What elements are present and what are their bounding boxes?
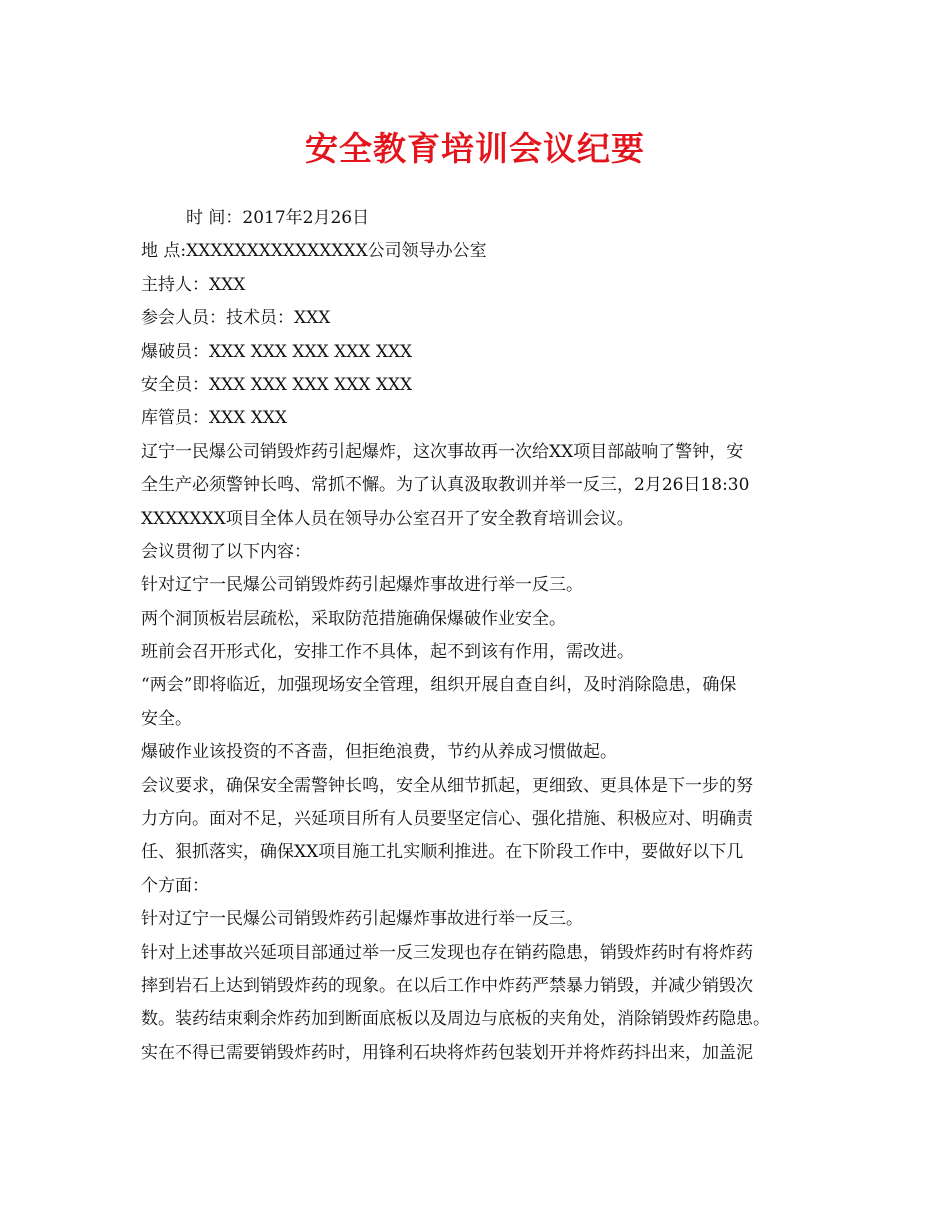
body-text-line: 班前会召开形式化，安排工作不具体，起不到该有作用，需改进。 [141, 642, 634, 663]
body-text-line: 个方面： [141, 875, 209, 896]
body-text-line: XXXXXXX项目全体人员在领导办公室召开了安全教育培训会议。 [141, 508, 634, 529]
body-text-line: 两个洞顶板岩层疏松，采取防范措施确保爆破作业安全。 [141, 608, 566, 629]
attendees-technician: 参会人员：技术员：XXX [141, 308, 331, 329]
attendees-blasters: 爆破员：XXX XXX XXX XXX XXX [141, 341, 413, 362]
body-text-line: 摔到岩石上达到销毁炸药的现象。在以后工作中炸药严禁暴力销毁，并减少销毁次 [141, 975, 753, 996]
attendees-safety: 安全员：XXX XXX XXX XXX XXX [141, 374, 413, 395]
body-text-line: 任、狠抓落实，确保XX项目施工扎实顺利推进。在下阶段工作中，要做好以下几 [141, 842, 744, 863]
meeting-time: 时 间：2017年2月26日 [186, 208, 370, 228]
document-body [141, 202, 821, 1070]
body-text-line: 全生产必须警钟长鸣、常抓不懈。为了认真汲取教训并举一反三，2月26日18:30 [141, 475, 750, 496]
body-text-line: 针对上述事故兴延项目部通过举一反三发现也存在销药隐患，销毁炸药时有将炸药 [141, 942, 753, 963]
body-text-line: 辽宁一民爆公司销毁炸药引起爆炸，这次事故再一次给XX项目部敲响了警钟，安 [141, 441, 744, 462]
body-text-line: 会议贯彻了以下内容： [141, 541, 311, 562]
body-text-line: 力方向。面对不足，兴延项目所有人员要坚定信心、强化措施、积极应对、明确责 [141, 809, 753, 830]
body-text-line: “两会”即将临近，加强现场安全管理，组织开展自查自纠，及时消除隐患，确保 [141, 675, 737, 696]
meeting-host: 主持人：XXX [141, 274, 246, 295]
body-text-line: 针对辽宁一民爆公司销毁炸药引起爆炸事故进行举一反三。 [141, 575, 583, 596]
body-text-line: 安全。 [141, 708, 192, 729]
body-text-line: 会议要求，确保安全需警钟长鸣，安全从细节抓起，更细致、更具体是下一步的努 [141, 775, 753, 796]
body-text-line: 实在不得已需要销毁炸药时，用锋利石块将炸药包装划开并将炸药抖出来，加盖泥 [141, 1042, 753, 1063]
body-text-line: 爆破作业该投资的不吝啬，但拒绝浪费，节约从养成习惯做起。 [141, 742, 617, 763]
attendees-storekeepers: 库管员：XXX XXX [141, 408, 288, 429]
body-text-line: 针对辽宁一民爆公司销毁炸药引起爆炸事故进行举一反三。 [141, 909, 583, 930]
document-title: 安全教育培训会议纪要 [305, 129, 645, 168]
meeting-location: 地 点:XXXXXXXXXXXXXXX公司领导办公室 [141, 241, 487, 262]
body-text-line: 数。装药结束剩余炸药加到断面底板以及周边与底板的夹角处，消除销毁炸药隐患。 [141, 1009, 770, 1030]
